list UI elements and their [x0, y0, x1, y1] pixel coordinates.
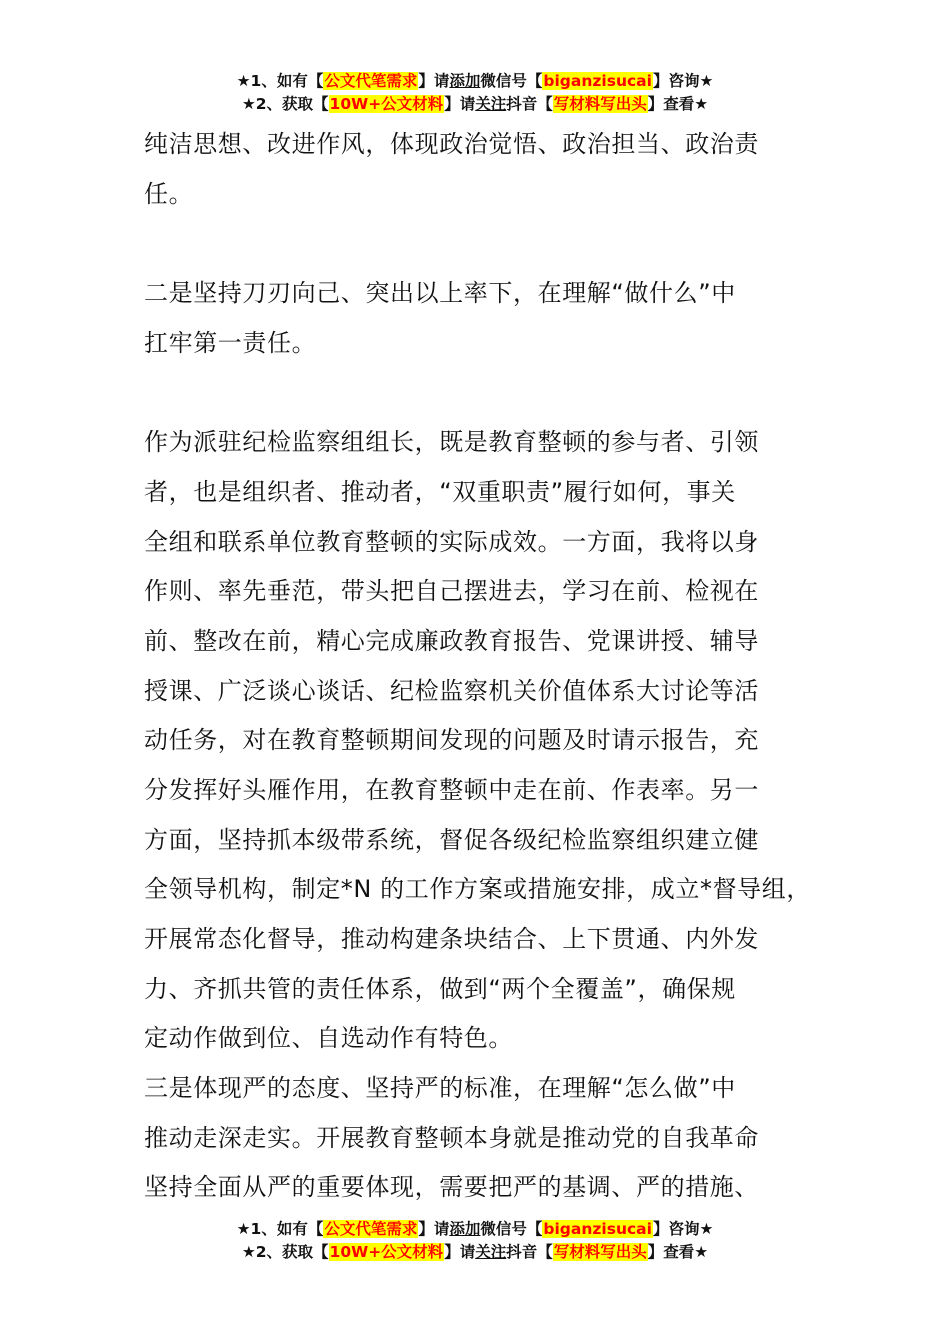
highlight-douyin: 写材料写出头 [553, 1243, 647, 1261]
star-icon: ★ [241, 95, 256, 113]
text-line: 开展常态化督导，推动构建条块结合、上下贯通、内外发 [144, 925, 759, 953]
text-line: 力、齐抓共管的责任体系，做到“两个全覆盖”，确保规 [144, 974, 736, 1003]
banner-line-1: ★1、如有【公文代笔需求】请添加微信号【biganzisucai】咨询★ [236, 72, 714, 90]
star-icon: ★ [236, 1220, 251, 1238]
star-icon: ★ [236, 72, 251, 90]
star-icon: ★ [699, 1220, 714, 1238]
star-icon: ★ [694, 1243, 709, 1261]
text-line: 二是坚持刀刃向己、突出以上率下，在理解“做什么”中 [144, 279, 736, 308]
highlight-service: 公文代笔需求 [324, 72, 418, 90]
star-icon: ★ [694, 95, 709, 113]
text-line: 者，也是组织者、推动者，“双重职责”履行如何，事关 [144, 477, 736, 506]
banner-line-2: ★2、获取【10W+公文材料】请关注抖音【写材料写出头】查看★ [241, 95, 709, 113]
text-line: 作为派驻纪检监察组组长，既是教育整顿的参与者、引领 [144, 428, 759, 457]
text-line: 纯洁思想、改进作风，体现政治觉悟、政治担当、政治责 [144, 130, 759, 158]
text-line: 方面，坚持抓本级带系统，督促各级纪检监察组织建立健 [144, 825, 759, 854]
paragraph-gap [144, 368, 844, 418]
text-line: 分发挥好头雁作用，在教育整顿中走在前、作表率。另一 [144, 775, 759, 804]
text-line: 授课、广泛谈心谈话、纪检监察机关价值体系大讨论等活 [144, 676, 759, 705]
header-banner [0, 70, 950, 116]
text-line: 扛牢第一责任。 [144, 328, 317, 357]
footer-banner [0, 1218, 950, 1264]
text-line: 定动作做到位、自选动作有特色。 [144, 1024, 513, 1053]
text-line: 前、整改在前，精心完成廉政教育报告、党课讲授、辅导 [144, 626, 759, 655]
document-body [144, 120, 844, 1213]
text-line: 全组和联系单位教育整顿的实际成效。一方面，我将以身 [144, 527, 759, 556]
highlight-service: 公文代笔需求 [324, 1220, 418, 1238]
highlight-wechat-id: biganzisucai [543, 72, 652, 90]
text-line: 全领导机构，制定*N 的工作方案或措施安排，成立*督导组， [144, 875, 811, 904]
text-line: 坚持全面从严的重要体现，需要把严的基调、严的措施、 [144, 1173, 759, 1202]
banner-line-2: ★2、获取【10W+公文材料】请关注抖音【写材料写出头】查看★ [241, 1243, 709, 1261]
paragraph-gap [144, 219, 844, 269]
highlight-materials: 10W+公文材料 [329, 95, 444, 113]
text-line: 任。 [144, 179, 194, 208]
text-line: 作则、率先垂范，带头把自己摆进去，学习在前、检视在 [144, 577, 759, 606]
banner-line-1: ★1、如有【公文代笔需求】请添加微信号【biganzisucai】咨询★ [236, 1220, 714, 1238]
star-icon: ★ [699, 72, 714, 90]
text-line: 三是体现严的态度、坚持严的标准，在理解“怎么做”中 [144, 1074, 736, 1103]
star-icon: ★ [241, 1243, 256, 1261]
text-line: 动任务，对在教育整顿期间发现的问题及时请示报告，充 [144, 726, 759, 755]
text-line: 推动走深走实。开展教育整顿本身就是推动党的自我革命 [144, 1123, 759, 1152]
highlight-douyin: 写材料写出头 [553, 95, 647, 113]
highlight-materials: 10W+公文材料 [329, 1243, 444, 1261]
highlight-wechat-id: biganzisucai [543, 1220, 652, 1238]
